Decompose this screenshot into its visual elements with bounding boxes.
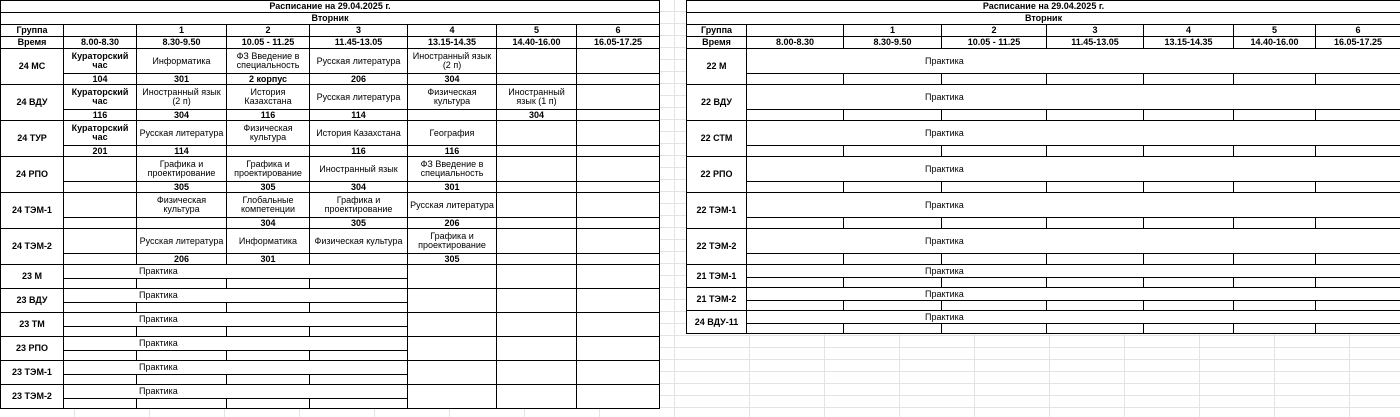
practice-cell[interactable]: Практика xyxy=(64,337,408,351)
group-name[interactable]: 24 ВДУ-11 xyxy=(687,311,747,334)
empty-cell[interactable] xyxy=(1316,324,1400,334)
subject-cell[interactable]: География xyxy=(408,121,497,146)
right-time[interactable]: 11.45-13.05 xyxy=(1047,37,1144,49)
room-cell[interactable]: 206 xyxy=(137,254,227,265)
empty-cell[interactable] xyxy=(227,375,310,385)
empty-cell[interactable] xyxy=(1234,278,1316,288)
group-name[interactable]: 24 ТЭМ-1 xyxy=(1,193,64,229)
right-pair-number[interactable] xyxy=(747,25,844,37)
subject-cell[interactable] xyxy=(64,193,137,218)
room-cell[interactable] xyxy=(64,182,137,193)
subject-cell[interactable]: Иностранный язык (2 п) xyxy=(137,85,227,110)
empty-cell[interactable] xyxy=(747,254,844,265)
subject-cell[interactable]: Информатика xyxy=(137,49,227,74)
right-time[interactable]: 14.40-16.00 xyxy=(1234,37,1316,49)
empty-cell[interactable] xyxy=(1144,110,1234,121)
empty-cell[interactable] xyxy=(747,324,844,334)
left-time[interactable]: 10.05 - 11.25 xyxy=(227,37,310,49)
group-name[interactable]: 24 ВДУ xyxy=(1,85,64,121)
left-pair-number[interactable]: 6 xyxy=(577,25,660,37)
subject-cell[interactable]: Физическая культура xyxy=(310,229,408,254)
group-name[interactable]: 23 М xyxy=(1,265,64,289)
room-cell[interactable]: 116 xyxy=(408,146,497,157)
subject-cell[interactable]: Графика и проектирование xyxy=(310,193,408,218)
subject-cell[interactable]: ФЗ Введение в специальность xyxy=(408,157,497,182)
empty-cell[interactable] xyxy=(227,351,310,361)
empty-cell[interactable] xyxy=(1234,254,1316,265)
room-cell[interactable]: 305 xyxy=(227,182,310,193)
right-time[interactable]: 8.00-8.30 xyxy=(747,37,844,49)
empty-cell[interactable] xyxy=(1144,218,1234,229)
subject-cell[interactable]: Графика и проектирование xyxy=(408,229,497,254)
left-day[interactable]: Вторник xyxy=(1,13,660,25)
empty-cell[interactable] xyxy=(497,361,577,385)
left-group-label[interactable]: Группа xyxy=(1,25,64,37)
empty-cell[interactable] xyxy=(1234,182,1316,193)
empty-cell[interactable] xyxy=(1316,110,1400,121)
empty-cell[interactable] xyxy=(1144,278,1234,288)
empty-cell[interactable] xyxy=(408,265,497,289)
empty-cell[interactable] xyxy=(227,303,310,313)
subject-cell[interactable]: История Казахстана xyxy=(227,85,310,110)
room-cell[interactable]: 304 xyxy=(310,182,408,193)
empty-cell[interactable] xyxy=(497,313,577,337)
left-time[interactable]: 8.30-9.50 xyxy=(137,37,227,49)
group-name[interactable]: 23 РПО xyxy=(1,337,64,361)
right-group-label[interactable]: Группа xyxy=(687,25,747,37)
right-time[interactable]: 13.15-14.35 xyxy=(1144,37,1234,49)
empty-cell[interactable] xyxy=(1047,110,1144,121)
subject-cell[interactable]: Глобальные компетенции xyxy=(227,193,310,218)
room-cell[interactable]: 301 xyxy=(227,254,310,265)
room-cell[interactable]: 305 xyxy=(310,218,408,229)
empty-cell[interactable] xyxy=(310,327,408,337)
empty-cell[interactable] xyxy=(1047,324,1144,334)
empty-cell[interactable] xyxy=(844,110,942,121)
empty-cell[interactable] xyxy=(408,313,497,337)
room-cell[interactable]: 116 xyxy=(310,146,408,157)
room-cell[interactable]: 304 xyxy=(408,74,497,85)
empty-cell[interactable] xyxy=(844,74,942,85)
empty-cell[interactable] xyxy=(747,218,844,229)
right-time[interactable]: 10.05 - 11.25 xyxy=(942,37,1047,49)
left-pair-number[interactable]: 5 xyxy=(497,25,577,37)
empty-cell[interactable] xyxy=(577,289,660,313)
group-name[interactable]: 24 РПО xyxy=(1,157,64,193)
empty-cell[interactable] xyxy=(1047,74,1144,85)
empty-cell[interactable] xyxy=(577,361,660,385)
empty-cell[interactable] xyxy=(1316,74,1400,85)
empty-cell[interactable] xyxy=(310,351,408,361)
left-pair-number[interactable] xyxy=(64,25,137,37)
empty-cell[interactable] xyxy=(310,375,408,385)
subject-cell[interactable]: Физическая культура xyxy=(408,85,497,110)
empty-cell[interactable] xyxy=(942,254,1047,265)
empty-cell[interactable] xyxy=(942,74,1047,85)
room-cell[interactable]: 304 xyxy=(497,110,577,121)
subject-cell[interactable] xyxy=(497,49,577,74)
empty-cell[interactable] xyxy=(1144,182,1234,193)
room-cell[interactable]: 206 xyxy=(408,218,497,229)
room-cell[interactable] xyxy=(64,218,137,229)
empty-cell[interactable] xyxy=(1047,146,1144,157)
left-pair-number[interactable]: 2 xyxy=(227,25,310,37)
empty-cell[interactable] xyxy=(942,324,1047,334)
practice-cell[interactable]: Практика xyxy=(747,193,1400,218)
empty-cell[interactable] xyxy=(1144,324,1234,334)
empty-cell[interactable] xyxy=(137,375,227,385)
left-time[interactable]: 16.05-17.25 xyxy=(577,37,660,49)
empty-cell[interactable] xyxy=(408,385,497,409)
subject-cell[interactable] xyxy=(64,229,137,254)
subject-cell[interactable] xyxy=(497,193,577,218)
schedule-table-left xyxy=(0,0,660,409)
empty-cell[interactable] xyxy=(1316,254,1400,265)
empty-cell[interactable] xyxy=(1047,182,1144,193)
left-pair-number[interactable]: 3 xyxy=(310,25,408,37)
subject-cell[interactable]: Кураторский час xyxy=(64,49,137,74)
group-name[interactable]: 23 ТМ xyxy=(1,313,64,337)
room-cell[interactable]: 206 xyxy=(310,74,408,85)
empty-cell[interactable] xyxy=(1047,218,1144,229)
empty-cell[interactable] xyxy=(747,301,844,311)
subject-cell[interactable] xyxy=(577,193,660,218)
empty-cell[interactable] xyxy=(310,399,408,409)
practice-cell[interactable]: Практика xyxy=(747,311,1400,324)
subject-cell[interactable]: Русская литература xyxy=(408,193,497,218)
subject-cell[interactable] xyxy=(497,157,577,182)
room-cell[interactable] xyxy=(497,74,577,85)
empty-cell[interactable] xyxy=(1234,146,1316,157)
subject-cell[interactable] xyxy=(577,229,660,254)
room-cell[interactable]: 116 xyxy=(64,110,137,121)
practice-cell[interactable]: Практика xyxy=(747,229,1400,254)
room-cell[interactable] xyxy=(577,218,660,229)
practice-cell[interactable]: Практика xyxy=(747,265,1400,278)
empty-cell[interactable] xyxy=(1144,301,1234,311)
room-cell[interactable]: 2 корпус xyxy=(227,74,310,85)
empty-cell[interactable] xyxy=(137,303,227,313)
subject-cell[interactable]: Русская литература xyxy=(137,121,227,146)
room-cell[interactable]: 305 xyxy=(408,254,497,265)
room-cell[interactable] xyxy=(577,146,660,157)
empty-cell[interactable] xyxy=(64,351,137,361)
left-title[interactable]: Расписание на 29.04.2025 г. xyxy=(1,1,660,13)
empty-cell[interactable] xyxy=(577,385,660,409)
subject-cell[interactable] xyxy=(577,121,660,146)
empty-cell[interactable] xyxy=(227,279,310,289)
subject-cell[interactable]: Русская литература xyxy=(137,229,227,254)
right-pair-number[interactable]: 5 xyxy=(1234,25,1316,37)
right-time-label[interactable]: Время xyxy=(687,37,747,49)
subject-cell[interactable]: Кураторский час xyxy=(64,121,137,146)
room-cell[interactable] xyxy=(577,110,660,121)
empty-cell[interactable] xyxy=(942,278,1047,288)
empty-cell[interactable] xyxy=(1316,146,1400,157)
room-cell[interactable] xyxy=(497,218,577,229)
empty-cell[interactable] xyxy=(408,337,497,361)
empty-cell[interactable] xyxy=(1047,278,1144,288)
empty-cell[interactable] xyxy=(747,74,844,85)
subject-cell[interactable]: Иностранный язык (1 п) xyxy=(497,85,577,110)
room-cell[interactable]: 201 xyxy=(64,146,137,157)
room-cell[interactable] xyxy=(408,110,497,121)
empty-cell[interactable] xyxy=(1316,278,1400,288)
room-cell[interactable] xyxy=(577,74,660,85)
group-name[interactable]: 21 ТЭМ-1 xyxy=(687,265,747,288)
right-time[interactable]: 16.05-17.25 xyxy=(1316,37,1400,49)
room-cell[interactable] xyxy=(497,146,577,157)
practice-cell[interactable]: Практика xyxy=(64,313,408,327)
room-cell[interactable] xyxy=(64,254,137,265)
subject-cell[interactable]: Графика и проектирование xyxy=(137,157,227,182)
group-name[interactable]: 22 РПО xyxy=(687,157,747,193)
empty-cell[interactable] xyxy=(137,327,227,337)
group-name[interactable]: 22 ТЭМ-1 xyxy=(687,193,747,229)
empty-cell[interactable] xyxy=(1047,301,1144,311)
subject-cell[interactable]: Кураторский час xyxy=(64,85,137,110)
group-name[interactable]: 24 ТУР xyxy=(1,121,64,157)
empty-cell[interactable] xyxy=(408,289,497,313)
left-time-label[interactable]: Время xyxy=(1,37,64,49)
practice-cell[interactable]: Практика xyxy=(747,157,1400,182)
group-name[interactable]: 22 СТМ xyxy=(687,121,747,157)
empty-cell[interactable] xyxy=(577,337,660,361)
empty-cell[interactable] xyxy=(844,301,942,311)
right-day[interactable]: Вторник xyxy=(687,13,1400,25)
empty-cell[interactable] xyxy=(1144,146,1234,157)
subject-cell[interactable]: Иностранный язык xyxy=(310,157,408,182)
subject-cell[interactable] xyxy=(577,85,660,110)
left-time[interactable]: 8.00-8.30 xyxy=(64,37,137,49)
subject-cell[interactable] xyxy=(577,49,660,74)
empty-cell[interactable] xyxy=(1234,324,1316,334)
room-cell[interactable] xyxy=(497,254,577,265)
room-cell[interactable]: 301 xyxy=(137,74,227,85)
subject-cell[interactable]: Русская литература xyxy=(310,49,408,74)
empty-cell[interactable] xyxy=(942,218,1047,229)
practice-cell[interactable]: Практика xyxy=(64,289,408,303)
practice-cell[interactable]: Практика xyxy=(747,85,1400,110)
empty-cell[interactable] xyxy=(64,327,137,337)
left-pair-number[interactable]: 1 xyxy=(137,25,227,37)
empty-cell[interactable] xyxy=(844,218,942,229)
empty-cell[interactable] xyxy=(137,279,227,289)
room-cell[interactable]: 304 xyxy=(227,218,310,229)
right-pair-number[interactable]: 3 xyxy=(1047,25,1144,37)
right-pair-number[interactable]: 4 xyxy=(1144,25,1234,37)
empty-cell[interactable] xyxy=(64,303,137,313)
empty-cell[interactable] xyxy=(497,289,577,313)
empty-cell[interactable] xyxy=(844,254,942,265)
group-name[interactable]: 21 ТЭМ-2 xyxy=(687,288,747,311)
empty-cell[interactable] xyxy=(1234,74,1316,85)
subject-cell[interactable] xyxy=(577,157,660,182)
group-name[interactable]: 22 ВДУ xyxy=(687,85,747,121)
group-name[interactable]: 23 ТЭМ-1 xyxy=(1,361,64,385)
right-pair-number[interactable]: 6 xyxy=(1316,25,1400,37)
subject-cell[interactable]: Физическая культура xyxy=(137,193,227,218)
empty-cell[interactable] xyxy=(227,327,310,337)
room-cell[interactable] xyxy=(310,254,408,265)
subject-cell[interactable]: Графика и проектирование xyxy=(227,157,310,182)
empty-cell[interactable] xyxy=(942,182,1047,193)
practice-cell[interactable]: Практика xyxy=(747,121,1400,146)
left-time[interactable]: 14.40-16.00 xyxy=(497,37,577,49)
empty-cell[interactable] xyxy=(1144,74,1234,85)
group-name[interactable]: 23 ВДУ xyxy=(1,289,64,313)
empty-cell[interactable] xyxy=(1144,254,1234,265)
subject-cell[interactable]: История Казахстана xyxy=(310,121,408,146)
room-cell[interactable]: 116 xyxy=(227,110,310,121)
practice-cell[interactable]: Практика xyxy=(64,361,408,375)
empty-cell[interactable] xyxy=(747,110,844,121)
room-cell[interactable] xyxy=(227,146,310,157)
group-name[interactable]: 24 МС xyxy=(1,49,64,85)
empty-cell[interactable] xyxy=(1234,218,1316,229)
empty-cell[interactable] xyxy=(747,278,844,288)
room-cell[interactable] xyxy=(497,182,577,193)
room-cell[interactable]: 305 xyxy=(137,182,227,193)
empty-cell[interactable] xyxy=(1316,301,1400,311)
practice-cell[interactable]: Практика xyxy=(64,385,408,399)
empty-cell[interactable] xyxy=(497,337,577,361)
room-cell[interactable]: 301 xyxy=(408,182,497,193)
empty-cell[interactable] xyxy=(844,324,942,334)
empty-cell[interactable] xyxy=(227,399,310,409)
empty-cell[interactable] xyxy=(310,279,408,289)
subject-cell[interactable]: ФЗ Введение в специальность xyxy=(227,49,310,74)
subject-cell[interactable]: Физическая культура xyxy=(227,121,310,146)
group-name[interactable]: 24 ТЭМ-2 xyxy=(1,229,64,265)
subject-cell[interactable]: Иностранный язык (2 п) xyxy=(408,49,497,74)
empty-cell[interactable] xyxy=(747,182,844,193)
subject-cell[interactable] xyxy=(497,121,577,146)
empty-cell[interactable] xyxy=(844,146,942,157)
room-cell[interactable]: 114 xyxy=(137,146,227,157)
right-time[interactable]: 8.30-9.50 xyxy=(844,37,942,49)
schedule-table-right xyxy=(686,0,1400,334)
empty-cell[interactable] xyxy=(747,146,844,157)
left-time[interactable]: 11.45-13.05 xyxy=(310,37,408,49)
room-cell[interactable]: 114 xyxy=(310,110,408,121)
empty-cell[interactable] xyxy=(942,146,1047,157)
empty-cell[interactable] xyxy=(408,361,497,385)
left-time[interactable]: 13.15-14.35 xyxy=(408,37,497,49)
empty-cell[interactable] xyxy=(64,375,137,385)
empty-cell[interactable] xyxy=(942,301,1047,311)
empty-cell[interactable] xyxy=(137,399,227,409)
group-name[interactable]: 23 ТЭМ-2 xyxy=(1,385,64,409)
empty-cell[interactable] xyxy=(1316,218,1400,229)
room-cell[interactable]: 104 xyxy=(64,74,137,85)
room-cell[interactable] xyxy=(577,254,660,265)
empty-cell[interactable] xyxy=(497,385,577,409)
empty-cell[interactable] xyxy=(1234,110,1316,121)
empty-cell[interactable] xyxy=(577,313,660,337)
empty-cell[interactable] xyxy=(64,279,137,289)
empty-cell[interactable] xyxy=(1234,301,1316,311)
group-name[interactable]: 22 М xyxy=(687,49,747,85)
right-title[interactable]: Расписание на 29.04.2025 г. xyxy=(687,1,1400,13)
practice-cell[interactable]: Практика xyxy=(747,49,1400,74)
subject-cell[interactable]: Русская литература xyxy=(310,85,408,110)
right-pair-number[interactable]: 1 xyxy=(844,25,942,37)
empty-cell[interactable] xyxy=(497,265,577,289)
empty-cell[interactable] xyxy=(310,303,408,313)
empty-cell[interactable] xyxy=(1047,254,1144,265)
subject-cell[interactable] xyxy=(64,157,137,182)
empty-cell[interactable] xyxy=(844,182,942,193)
room-cell[interactable] xyxy=(577,182,660,193)
practice-cell[interactable]: Практика xyxy=(64,265,408,279)
empty-cell[interactable] xyxy=(1316,182,1400,193)
room-cell[interactable]: 304 xyxy=(137,110,227,121)
subject-cell[interactable]: Информатика xyxy=(227,229,310,254)
room-cell[interactable] xyxy=(137,218,227,229)
practice-cell[interactable]: Практика xyxy=(747,288,1400,301)
empty-cell[interactable] xyxy=(577,265,660,289)
empty-cell[interactable] xyxy=(64,399,137,409)
right-pair-number[interactable]: 2 xyxy=(942,25,1047,37)
group-name[interactable]: 22 ТЭМ-2 xyxy=(687,229,747,265)
subject-cell[interactable] xyxy=(497,229,577,254)
empty-cell[interactable] xyxy=(942,110,1047,121)
left-pair-number[interactable]: 4 xyxy=(408,25,497,37)
empty-cell[interactable] xyxy=(844,278,942,288)
empty-cell[interactable] xyxy=(137,351,227,361)
